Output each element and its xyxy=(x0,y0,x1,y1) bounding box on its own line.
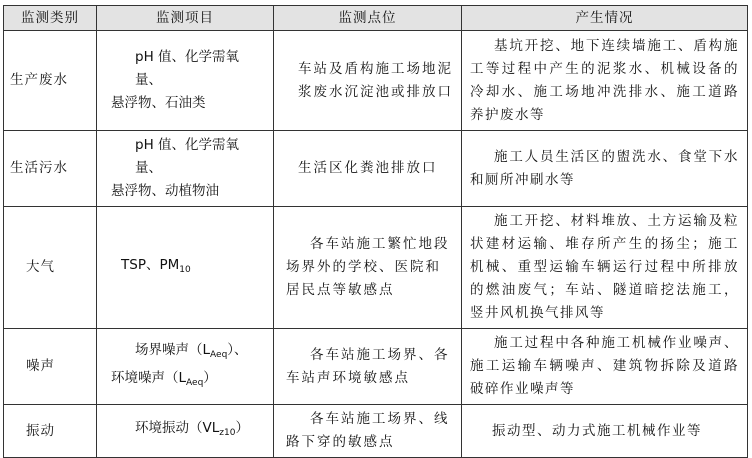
monitoring-table xyxy=(3,5,748,458)
cell-category: 生产废水 xyxy=(4,31,97,131)
category-text: 噪声 xyxy=(26,358,55,374)
vib-post: ） xyxy=(235,420,249,436)
cell-point: 各车站施工场界、线路下穿的敏感点 xyxy=(274,405,462,458)
cell-item xyxy=(97,207,274,329)
noise-sub: Aeq xyxy=(210,349,228,360)
cell-situation: 施工人员生活区的盥洗水、食堂下水和厕所冲刷水等 xyxy=(462,131,748,207)
table-row xyxy=(4,329,748,405)
cell-item xyxy=(97,405,274,458)
header-point: 监测点位 xyxy=(274,6,462,31)
header-row xyxy=(4,6,748,31)
item-line xyxy=(111,370,217,386)
cell-category xyxy=(4,207,97,329)
item-line xyxy=(111,417,249,445)
cell-situation: 基坑开挖、地下连续墙施工、盾构施工等过程中产生的泥浆水、机械设备的冷却水、施工场地冲洗排水、施工道路养护废水等 xyxy=(462,31,748,131)
cell-point: 各车站施工繁忙地段场界外的学校、医院和居民点等敏感点 xyxy=(274,207,462,329)
table-row xyxy=(4,207,748,329)
table-row xyxy=(4,405,748,458)
table-row xyxy=(4,131,748,207)
noise-post: ） xyxy=(203,369,217,386)
category-text: 大气 xyxy=(26,259,55,275)
cell-category xyxy=(4,329,97,405)
noise-pre: 场界噪声（L xyxy=(135,341,211,358)
item-line: 悬浮物、动植物油 xyxy=(111,183,219,199)
item-line: pH 值、化学需氧量、 xyxy=(135,49,240,88)
item-line: pH 值、化学需氧量、 xyxy=(135,137,240,176)
header-category: 监测类别 xyxy=(4,6,97,31)
item-line: 悬浮物、石油类 xyxy=(111,95,206,111)
item-line xyxy=(111,339,248,367)
noise-pre: 环境噪声（L xyxy=(111,369,187,386)
table-row xyxy=(4,31,748,131)
cell-item xyxy=(97,131,274,207)
item-main: TSP、PM xyxy=(121,256,180,273)
cell-situation: 施工过程中各种施工机械作业噪声、施工运输车辆噪声、建筑物拆除及道路破碎作业噪声等 xyxy=(462,329,748,405)
noise-post: ）、 xyxy=(227,341,248,358)
noise-sub: Aeq xyxy=(186,377,204,388)
cell-item xyxy=(97,31,274,131)
cell-category: 生活污水 xyxy=(4,131,97,207)
cell-category xyxy=(4,405,97,458)
header-item: 监测项目 xyxy=(97,6,274,31)
vib-sub: z10 xyxy=(219,428,236,438)
vib-pre: 环境振动（VL xyxy=(135,420,220,436)
header-situation: 产生情况 xyxy=(462,6,748,31)
cell-item xyxy=(97,329,274,405)
cell-point: 生活区化粪池排放口 xyxy=(274,131,462,207)
cell-point: 车站及盾构施工场地泥浆废水沉淀池或排放口 xyxy=(274,31,462,131)
cell-situation: 施工开挖、材料堆放、土方运输及粒状建材运输、堆存所产生的扬尘；施工机械、重型运输车辆运行过程中所排放的燃油废气；车站、隧道暗挖法施工，竖井风机换气排风等 xyxy=(462,207,748,329)
cell-situation: 振动型、动力式施工机械作业等 xyxy=(462,405,748,458)
item-subscript: 10 xyxy=(179,264,191,275)
category-text: 振动 xyxy=(26,422,55,439)
cell-point: 各车站施工场界、各车站声环境敏感点 xyxy=(274,329,462,405)
